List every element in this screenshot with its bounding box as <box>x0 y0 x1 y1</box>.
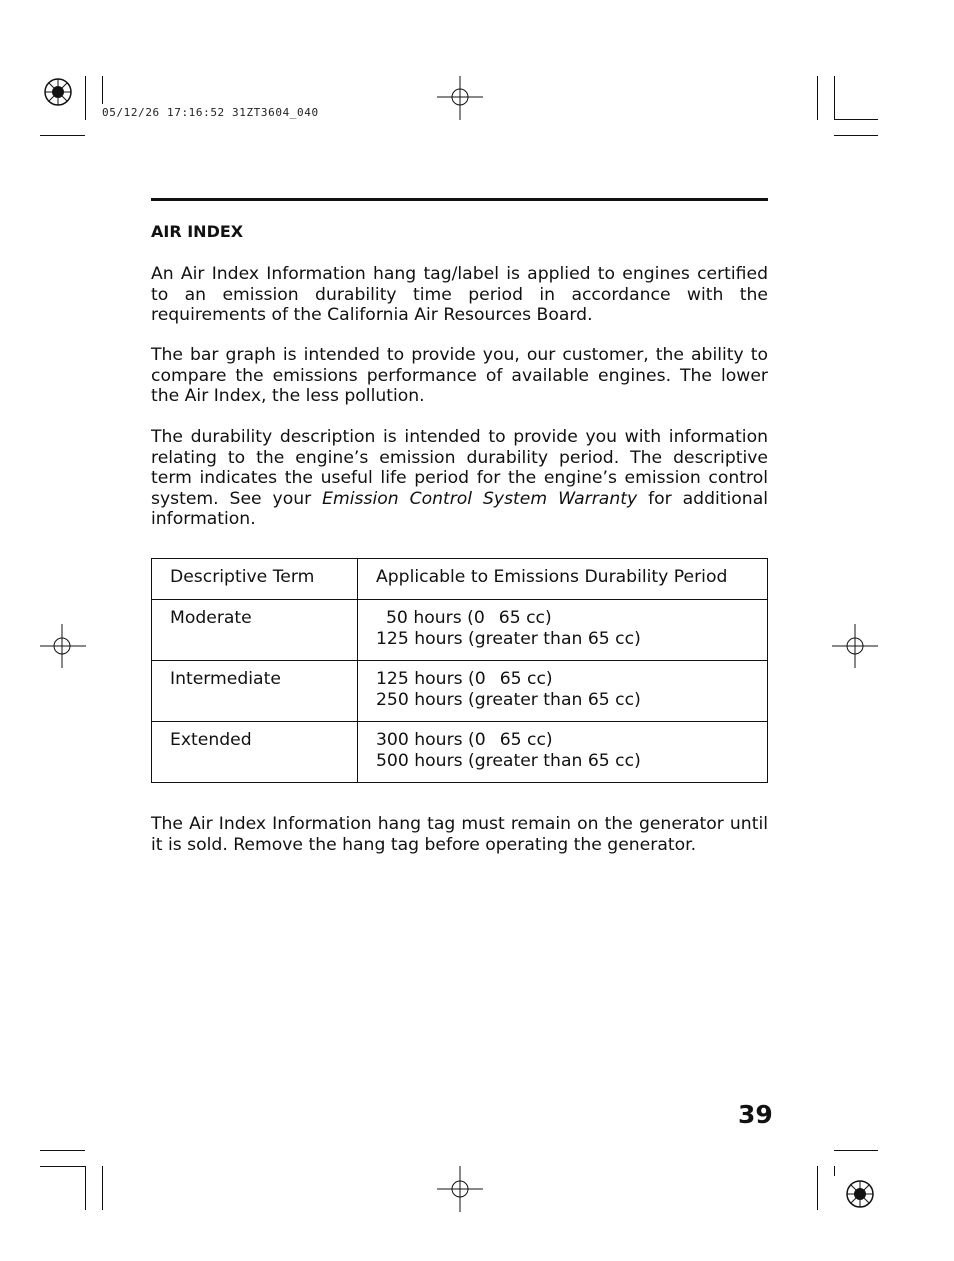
paragraph-hang-tag: The Air Index Information hang tag must remain on the generator until it is sold. Remove the hang tag before operating the generator. <box>151 814 768 855</box>
section-title: AIR INDEX <box>151 222 244 241</box>
table-row <box>152 600 768 661</box>
column-header: Descriptive Term <box>152 559 358 600</box>
period-small-engine-limit: 65 cc) <box>499 730 553 750</box>
paragraph-text: for additional information. <box>151 488 769 529</box>
period-large-engine: 250 hours (greater than 65 cc) <box>376 689 641 710</box>
durability-period <box>358 722 768 783</box>
table-row <box>152 661 768 722</box>
durability-period <box>358 661 768 722</box>
period-large-engine: 125 hours (greater than 65 cc) <box>376 628 641 649</box>
crop-mark <box>834 135 878 136</box>
paragraph-bar-graph: The bar graph is intended to provide you, our customer, the ability to compare the emissions performance of available engines. The lower the Air Index, the less pollution. <box>151 345 768 406</box>
paragraph-durability <box>151 427 768 530</box>
header-rule <box>151 198 768 201</box>
crop-mark <box>817 76 818 120</box>
crop-mark <box>834 76 835 120</box>
period-small-engine-limit: 65 cc) <box>498 608 552 628</box>
paragraph-intro: An Air Index Information hang tag/label is applied to engines certified to an emission durability time period in accordance with the requirements of the California Air Resources Board. <box>151 264 768 325</box>
registration-target-icon <box>842 1176 882 1216</box>
period-small-engine: 300 hours (0 <box>376 730 486 750</box>
durability-table <box>151 558 768 783</box>
crop-mark <box>40 135 85 136</box>
crosshair-icon <box>832 624 878 670</box>
column-header: Applicable to Emissions Durability Period <box>358 559 768 600</box>
crop-mark <box>834 1150 878 1151</box>
crosshair-icon <box>437 76 483 122</box>
page-number: 39 <box>738 1100 773 1129</box>
crop-mark <box>102 1166 103 1210</box>
crop-mark <box>102 76 103 104</box>
crop-mark <box>40 1166 85 1167</box>
crop-mark <box>85 1166 86 1210</box>
table-header-row <box>152 559 768 600</box>
warranty-reference: Emission Control System Warranty <box>322 488 638 509</box>
print-stamp: 05/12/26 17:16:52 31ZT3604_040 <box>102 106 319 119</box>
crop-mark <box>834 119 878 120</box>
descriptive-term: Intermediate <box>152 661 358 722</box>
crosshair-icon <box>437 1166 483 1212</box>
registration-target-icon <box>40 74 80 114</box>
period-small-engine: 125 hours (0 <box>376 669 486 689</box>
crosshair-icon <box>40 624 86 670</box>
crop-mark <box>817 1166 818 1210</box>
period-small-engine-limit: 65 cc) <box>499 669 553 689</box>
crop-mark <box>85 76 86 120</box>
descriptive-term: Moderate <box>152 600 358 661</box>
period-large-engine: 500 hours (greater than 65 cc) <box>376 750 641 771</box>
table-row <box>152 722 768 783</box>
crop-mark <box>834 1166 835 1176</box>
period-small-engine: 50 hours (0 <box>386 608 485 628</box>
paragraph-text: The durability description is intended to provide you with information relating to the engine’s emission durability period. The descriptive term indicates the useful life period for the engine’s emission control system. See your <box>151 427 768 509</box>
durability-period <box>358 600 768 661</box>
descriptive-term: Extended <box>152 722 358 783</box>
crop-mark <box>40 1150 85 1151</box>
